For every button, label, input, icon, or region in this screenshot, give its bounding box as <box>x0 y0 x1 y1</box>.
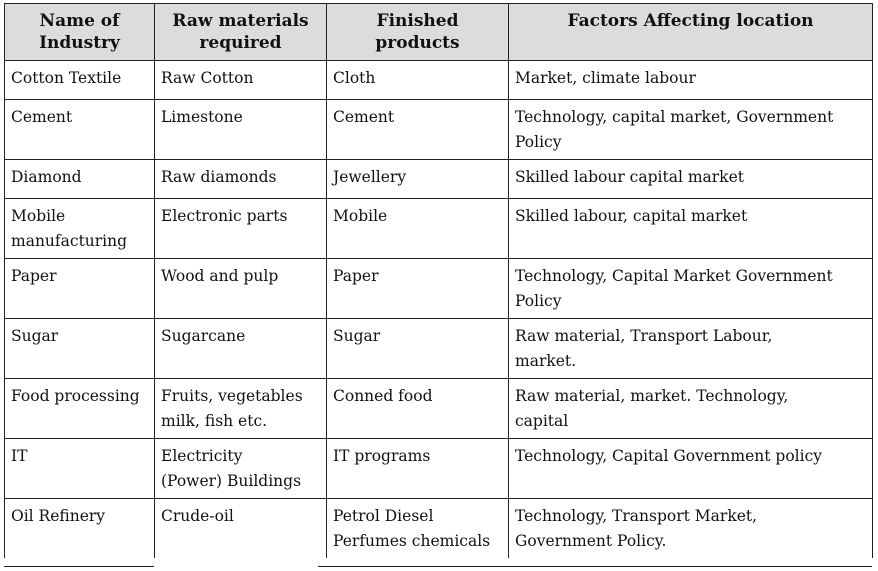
cell-factors: Market, climate labour <box>509 61 873 100</box>
table-row <box>5 439 873 499</box>
header-industry: Name of Industry <box>5 4 155 61</box>
cell-industry: Cotton Textile <box>5 61 155 100</box>
cell-industry: Oil Refinery <box>5 499 155 559</box>
cell-industry: Cement <box>5 100 155 160</box>
cell-raw-material: Wood and pulp <box>155 259 327 319</box>
table-row <box>5 100 873 160</box>
cell-industry: Sugar <box>5 319 155 379</box>
cell-factors: Technology, capital market, Government Policy <box>509 100 873 160</box>
cell-industry: Diamond <box>5 160 155 199</box>
cell-industry: IT <box>5 439 155 499</box>
document-page <box>4 3 872 558</box>
cell-factors: Technology, Capital Government policy <box>509 439 873 499</box>
industry-table <box>4 3 873 558</box>
header-raw-materials: Raw materials required <box>155 4 327 61</box>
cell-product: Cloth <box>327 61 509 100</box>
cell-raw-material: Fruits, vegetables milk, fish etc. <box>155 379 327 439</box>
table-row <box>5 160 873 199</box>
cell-product: IT programs <box>327 439 509 499</box>
table-row <box>5 499 873 559</box>
cell-raw-material: Raw Cotton <box>155 61 327 100</box>
cell-product: Jewellery <box>327 160 509 199</box>
table-row <box>5 259 873 319</box>
cell-factors: Skilled labour capital market <box>509 160 873 199</box>
cell-industry: Food processing <box>5 379 155 439</box>
cell-factors: Skilled labour, capital market <box>509 199 873 259</box>
cell-product: Petrol Diesel Perfumes chemicals <box>327 499 509 559</box>
bottom-rule-left <box>4 566 154 567</box>
cell-product: Conned food <box>327 379 509 439</box>
cell-product: Cement <box>327 100 509 160</box>
cell-raw-material: Crude-oil <box>155 499 327 559</box>
cell-factors: Technology, Capital Market Government Policy <box>509 259 873 319</box>
table-row <box>5 319 873 379</box>
cell-factors: Technology, Transport Market, Government Policy. <box>509 499 873 559</box>
table-row <box>5 379 873 439</box>
cell-product: Mobile <box>327 199 509 259</box>
cell-raw-material: Limestone <box>155 100 327 160</box>
cell-industry: Paper <box>5 259 155 319</box>
cell-raw-material: Raw diamonds <box>155 160 327 199</box>
cell-raw-material: Sugarcane <box>155 319 327 379</box>
table-row <box>5 199 873 259</box>
cell-product: Sugar <box>327 319 509 379</box>
cell-factors: Raw material, market. Technology, capital <box>509 379 873 439</box>
bottom-rule-right <box>318 566 872 567</box>
cell-raw-material: Electronic parts <box>155 199 327 259</box>
table-header-row <box>5 4 873 61</box>
table-row <box>5 61 873 100</box>
cell-product: Paper <box>327 259 509 319</box>
cell-industry: Mobile manufacturing <box>5 199 155 259</box>
header-location-factors: Factors Affecting location <box>509 4 873 61</box>
cell-raw-material: Electricity (Power) Buildings <box>155 439 327 499</box>
header-finished-products: Finished products <box>327 4 509 61</box>
cell-factors: Raw material, Transport Labour, market. <box>509 319 873 379</box>
